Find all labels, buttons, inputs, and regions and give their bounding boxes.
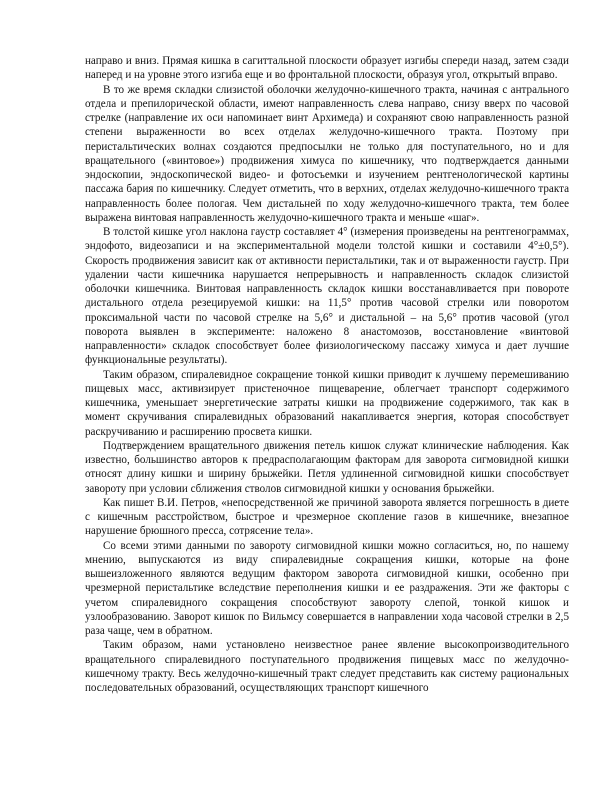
paragraph-4: Таким образом, спиралевидное сокращение тонкой кишки приводит к лучшему перемешиванию пищевых масс, активизирует пристеночное пищеварение, облегчает транспорт содержимого кишечника, уменьшает энергетические затраты кишки на продвижение содержимого, так как в момент скручивания спиралевидных образований накапливается энергия, которая способствует раскручиванию и расширению просвета кишки. <box>85 368 569 438</box>
paragraph-2: В то же время складки слизистой оболочки желудочно-кишечного тракта, начиная с антрального отдела и препилорической области, имеют направленность слева направо, снизу вверх по часовой стрелке (направление их оси напоминает винт Архимеда) и сохраняют свою направленность разной степени выраженности во всех отделах желудочно-кишечного тракта. Поэтому при перистальтических волнах создаются предпосылки не только для поступательного, но и для вращательного («винтовое») продвижения химуса по кишечнику, что подтверждается данными эндоскопии, эндоскопической видео- и фотосъемки и изучением рентгенологической картины пассажа бария по кишечнику. Следует отметить, что в верхних, отделах желудочно-кишечного тракта направленность более пологая. Чем дистальней по ходу желудочно-кишечного тракта, тем более выражена винтовая направленность желудочно-кишечного тракта и меньше «шаг». <box>85 83 569 224</box>
paragraph-8: Таким образом, нами установлено неизвестное ранее явление высокопроизводительного вращательного спиралевидного поступательного продвижения пищевых масс по желудочно-кишечному тракту. Весь желудочно-кишечный тракт следует представить как систему рациональных последовательных образований, осуществляющих транспорт кишечного <box>85 639 569 694</box>
paragraph-1: направо и вниз. Прямая кишка в сагиттальной плоскости образует изгибы спереди назад, затем сзади наперед и на уровне этого изгиба еще и во фронтальной плоскости, образуя угол, открытый вправо. <box>85 55 569 82</box>
body-text <box>85 54 569 695</box>
paragraph-3: В толстой кишке угол наклона гаустр составляет 4° (измерения произведены на рентгенограммах, эндофото, видеозаписи и на экспериментальной модели толстой кишки и составили 4°±0,5°). Скорость продвижения зависит как от активности перистальтики, так и от выраженности гаустр. При удалении части кишечника нарушается непрерывность и направленность складок слизистой оболочки кишечника. Винтовая направленность складок кишки восстанавливается при повороте дистального отдела резецируемой кишки: на 11,5° против часовой стрелки или поворотом проксимальной части по часовой стрелке на 5,6° и дистальной – на 5,6° против часовой (угол поворота выявлен в эксперименте: наложено 8 анастомозов, восстановление «винтовой направленности» складок способствует более физиологическому пассажу химуса и дает лучшие функциональные результаты). <box>85 226 569 367</box>
paragraph-7: Со всеми этими данными по завороту сигмовидной кишки можно согласиться, но, по нашему мнению, выпускаются из виду спиралевидные сокращения кишки, которые на фоне вышеизложенного являются ведущим фактором заворота сигмовидной кишки, особенно при чрезмерной перистальтике вследствие переполнения кишки и ее раздражения. Эти же факторы с учетом спиралевидного сокращения способствуют завороту слепой, тонкой кишок и узлообразованию. Заворот кишок по Вильмсу совершается в направлении хода часовой стрелки в 2,5 раза чаще, чем в обратном. <box>85 539 569 637</box>
paragraph-6: Как пишет В.И. Петров, «непосредственной же причиной заворота является погрешность в диете с кишечным расстройством, быстрое и чрезмерное скопление газов в кишечнике, внезапное нарушение брюшного пресса, сотрясение тела». <box>85 496 569 538</box>
paragraph-5: Подтверждением вращательного движения петель кишок служат клинические наблюдения. Как известно, большинство авторов к предрасполагающим факторам для заворота сигмовидной кишки относят длину кишки и ширину брыжейки. Петля удлиненной сигмовидной кишки способствует завороту при условии сближения стволов сигмовидной кишки у основания брыжейки. <box>85 439 569 495</box>
